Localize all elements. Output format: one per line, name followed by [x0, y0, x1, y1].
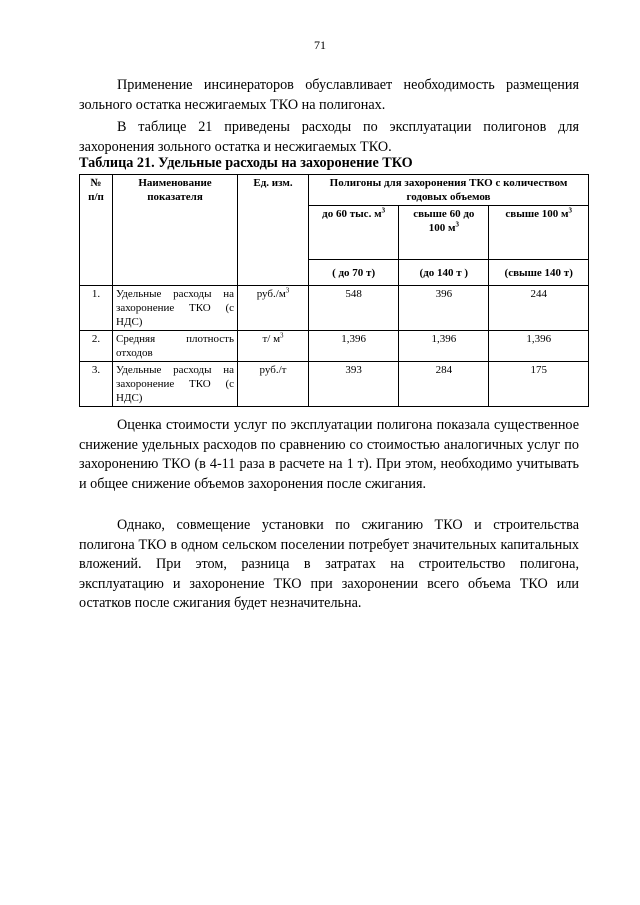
- page-number: 71: [314, 38, 326, 52]
- row1-unit-sup: 3: [285, 286, 290, 295]
- row2-v2: 1,396: [399, 331, 489, 362]
- header-col1-text: до 60 тыс. м: [322, 208, 382, 220]
- row2-unit-sup: 3: [280, 331, 284, 340]
- paragraph-incinerators: Применение инсинераторов обуславливает необходимость размещения зольного остатка несжигаемых ТКО на полигонах.: [79, 77, 579, 113]
- row1-unit-text: руб./м: [256, 288, 286, 300]
- row3-unit-text: руб./т: [259, 364, 287, 376]
- table-row: [80, 362, 589, 407]
- header-num-line2: п/п: [88, 191, 104, 203]
- header-col1: [309, 206, 399, 260]
- row2-num: 2.: [80, 331, 113, 362]
- table-row: [80, 331, 589, 362]
- table-caption: Таблица 21. Удельные расходы на захоронение ТКО: [79, 155, 413, 171]
- row2-v3: 1,396: [489, 331, 589, 362]
- header-col1-sup: 3: [381, 206, 386, 215]
- header-col2-t: (до 140 т ): [399, 260, 489, 286]
- row1-num: 1.: [80, 286, 113, 331]
- row1-v2: 396: [399, 286, 489, 331]
- row1-name: Удельные расходы на захоронение ТКО (с НДС): [113, 286, 238, 331]
- header-col2: [399, 206, 489, 260]
- header-group: Полигоны для захоронения ТКО с количеством годовых объемов: [309, 175, 589, 206]
- paragraph-table-intro: В таблице 21 приведены расходы по эксплуатации полигонов для захоронения зольного остатка и несжигаемых ТКО.: [79, 119, 579, 155]
- row3-v3: 175: [489, 362, 589, 407]
- row3-v1: 393: [309, 362, 399, 407]
- header-num: [80, 175, 113, 286]
- row3-unit: [238, 362, 309, 407]
- header-col3: [489, 206, 589, 260]
- header-col3-t: (свыше 140 т): [489, 260, 589, 286]
- header-col2-line1: свыше 60 до: [413, 208, 475, 220]
- table-header-row: [80, 175, 589, 206]
- header-name-line1: Наименование: [138, 177, 212, 189]
- row2-v1: 1,396: [309, 331, 399, 362]
- row1-unit: [238, 286, 309, 331]
- header-col2-line2: 100 м: [428, 222, 456, 234]
- row2-unit-text: т/ м: [262, 333, 281, 345]
- row3-name: Удельные расходы на захоронение ТКО (с НДС): [113, 362, 238, 407]
- paragraph-cost-assessment: Оценка стоимости услуг по эксплуатации полигона показала существенное снижение удельных расходов по сравнению со стоимостью аналогичных услуг по захоронению ТКО (в 4-11 раза в расчете на 1 т). При этом, необходимо учитывать и общее снижение объемов захоронения после сжигания.: [79, 417, 579, 492]
- header-name-line2: показателя: [147, 191, 203, 203]
- row1-v1: 548: [309, 286, 399, 331]
- header-name: [113, 175, 238, 286]
- header-col3-sup: 3: [568, 206, 572, 215]
- row3-num: 3.: [80, 362, 113, 407]
- paragraph-combined-facility: Однако, совмещение установки по сжиганию ТКО и строительства полигона ТКО в одном сельском поселении потребует значительных капитальных вложений. При этом, разница в затратах на строительство полигона, эксплуатацию и захоронение ТКО при захоронении всего объема ТКО или остатков после сжигания будет незначительна.: [79, 517, 579, 611]
- row2-name: Средняя плотность отходов: [113, 331, 238, 362]
- row2-unit: [238, 331, 309, 362]
- table-row: [80, 286, 589, 331]
- header-col1-t: ( до 70 т): [309, 260, 399, 286]
- header-unit: Ед. изм.: [238, 175, 309, 286]
- row1-v3: 244: [489, 286, 589, 331]
- row3-v2: 284: [399, 362, 489, 407]
- header-num-line1: №: [90, 177, 102, 189]
- landfill-costs-table: [79, 174, 589, 407]
- header-col2-sup: 3: [455, 220, 459, 229]
- header-col3-text: свыше 100 м: [505, 208, 569, 220]
